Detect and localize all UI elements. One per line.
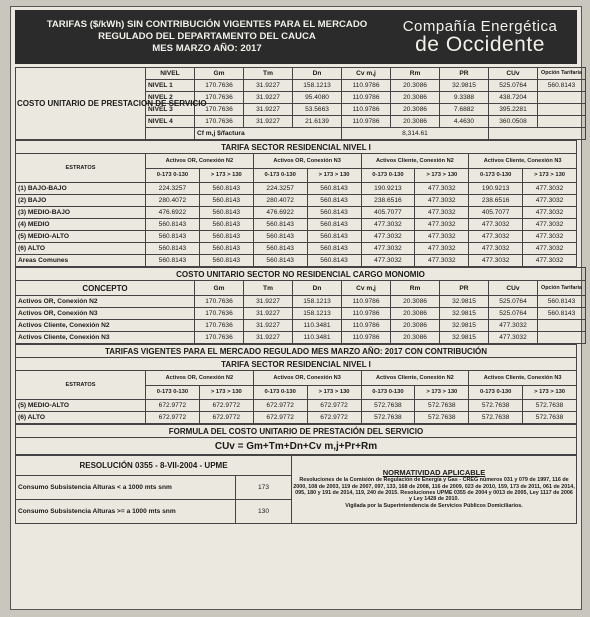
group-header: Activos Cliente, Conexión N3 [469,154,577,169]
table-cell: 110.9786 [342,332,391,344]
cu-header: Cv m,j [342,68,391,80]
table-cell: 560.8143 [199,183,253,195]
range-header: > 173 > 130 [307,386,361,400]
contribution-caption: TARIFAS VIGENTES PARA EL MERCADO REGULADO MES MARZO AÑO: 2017 CON CONTRIBUCIÓN [16,345,577,358]
table-cell: 360.0508 [489,116,538,128]
table-cell: 110.9786 [342,296,391,308]
table-cell: 110.9786 [342,308,391,320]
range-header: > 173 > 130 [199,386,253,400]
table-cell: 560.8143 [538,296,586,308]
table-cell: 477.3032 [523,219,577,231]
table-cell: 560.8143 [307,255,361,267]
cu-header: CUv [489,68,538,80]
cu-header: Gm [195,68,244,80]
row-label: NIVEL 4 [146,116,195,128]
row-label: Activos Cliente, Conexión N2 [16,320,195,332]
table-cell: 560.8143 [146,243,200,255]
table-cell [489,128,586,140]
table-cell: 438.7204 [489,92,538,104]
logo-line-1: Compañía Energética [402,18,558,35]
table-row [16,183,577,195]
nores-header: PR [440,281,489,296]
table-cell: 560.8143 [199,207,253,219]
row-label: NIVEL 1 [146,80,195,92]
nores-header: Opción Tarifaria [538,281,586,296]
table-cell: 31.9227 [244,308,293,320]
range-header: > 173 > 130 [415,386,469,400]
table-cell: 560.8143 [538,308,586,320]
table-cell: 20.3086 [391,92,440,104]
group-header: Activos OR, Conexión N3 [253,154,361,169]
section-title-row [16,141,577,154]
row-label: (3) MEDIO-BAJO [16,207,146,219]
table-cell: 672.9772 [307,412,361,424]
table-cell: 477.3032 [415,255,469,267]
table-cell: 20.3086 [391,308,440,320]
cu-header: Dn [293,68,342,80]
table-cell: 20.3086 [391,104,440,116]
table-cell: 477.3032 [489,320,538,332]
range-header: > 173 > 130 [523,169,577,183]
table-cell: 20.3086 [391,320,440,332]
nores-header: Tm [244,281,293,296]
range-header: 0-173 0-130 [146,169,200,183]
row-label: Consumo Subsistencia Alturas < a 1000 mts snm [16,476,236,500]
table-cell: 32.9815 [440,80,489,92]
table-cell: 170.7636 [195,104,244,116]
table-cell: 560.8143 [146,231,200,243]
row-label: Activos Cliente, Conexión N3 [16,332,195,344]
title-line-3: MES MARZO AÑO: 2017 [152,43,262,54]
row-label: Consumo Subsistencia Alturas >= a 1000 mts snm [16,500,236,524]
table-cell: 477.3032 [489,332,538,344]
table-cell: 672.9772 [199,400,253,412]
cu-header: Rm [391,68,440,80]
row-label: Activos OR, Conexión N3 [16,308,195,320]
table-cell: 20.3086 [391,116,440,128]
regulation-notes [292,456,577,524]
table-cell: 572.7638 [469,412,523,424]
title-line-1: TARIFAS ($/kWh) SIN CONTRIBUCIÓN VIGENTES PARA EL MERCADO [46,19,368,30]
table-cell: 32.9815 [440,308,489,320]
table-cell: 238.6516 [361,195,415,207]
table-cell: 158.1213 [293,296,342,308]
table-cell: 525.0764 [489,296,538,308]
title-line-2: REGULADO DEL DEPARTAMENTO DEL CAUCA [98,31,316,42]
row-label: Areas Comunes [16,255,146,267]
table-row [16,231,577,243]
table-cell: 560.8143 [307,231,361,243]
cf-value: 8,314.61 [342,128,489,140]
table-cell: 560.8143 [253,243,307,255]
table-cell: 31.9227 [244,116,293,128]
range-header: 0-173 0-130 [361,169,415,183]
table-cell: 31.9227 [244,296,293,308]
table-cell: 477.3032 [415,183,469,195]
nores-header-row [16,281,586,296]
table-cell: 170.7636 [195,92,244,104]
table-cell: 477.3032 [523,183,577,195]
table-cell: 158.1213 [293,308,342,320]
table-cell: 560.8143 [199,243,253,255]
contribution-table [15,344,577,424]
row-label: NIVEL 2 [146,92,195,104]
regulation-note: Vigilada por la Superintendencia de Servicios Públicos Domiciliarios. [345,502,523,509]
formula-table [15,424,577,455]
table-cell: 560.8143 [199,195,253,207]
logo-line-2: de Occidente [415,33,545,56]
table-row [16,219,577,231]
table-cell: 395.2281 [489,104,538,116]
cu-header: NIVEL [146,68,195,80]
table-cell: 110.3481 [293,320,342,332]
range-header: 0-173 0-130 [253,386,307,400]
regulation-text: Resoluciones de la Comisión de Regulación de Energía y Gas - CREG números 031 y 079 de 1997, 116 de 2000, 108 de 2003, 119 de 2007, 097, 133, 168 de 2008, 116 de 2009, 023 de 2010, 159, 173 de 2011, 061 de 2014, 095, 180 y 191 de 2014, 119, 240 de 2015. Resoluciones UPME 0355 de 2004 y 0013 de 2005, Ley 1117 de 2006 y Ley 1428 de 2010. [293,477,575,503]
table-cell: 158.1213 [293,80,342,92]
table-cell: 20.3086 [391,332,440,344]
table-cell: 477.3032 [469,255,523,267]
row-label: (6) ALTO [16,412,146,424]
table-cell: 560.8143 [199,219,253,231]
table-cell: 280.4072 [146,195,200,207]
table-row [16,243,577,255]
table-cell: 672.9772 [307,400,361,412]
table-cell: 477.3032 [523,207,577,219]
table-cell: 672.9772 [199,412,253,424]
table-cell [146,128,195,140]
table-row [16,320,586,332]
table-cell: 560.8143 [253,231,307,243]
row-label: (5) MEDIO-ALTO [16,400,146,412]
table-cell: 110.9786 [342,320,391,332]
table-cell: 560.8143 [538,80,586,92]
table-cell: 572.7638 [523,400,577,412]
table-cell: 170.7636 [195,80,244,92]
header-banner [15,10,577,64]
table-cell: 477.3032 [469,231,523,243]
table-cell: 560.8143 [307,219,361,231]
table-cell: 110.3481 [293,332,342,344]
estratos-label: ESTRATOS [16,371,146,400]
table-cell: 560.8143 [199,255,253,267]
table-cell: 477.3032 [361,243,415,255]
nores-header: CONCEPTO [16,281,195,296]
section-title: TARIFA SECTOR RESIDENCIAL NIVEL I [16,141,577,154]
row-label: (6) ALTO [16,243,146,255]
table-cell: 477.3032 [469,243,523,255]
section-title-row [16,358,577,371]
table-row [16,412,577,424]
table-cell: 170.7636 [195,332,244,344]
table-cell: 224.3257 [253,183,307,195]
row-label: (4) MEDIO [16,219,146,231]
table-cell: 20.3086 [391,80,440,92]
cu-header-row [16,68,586,80]
section-title-row [16,268,586,281]
table-cell: 572.7638 [361,400,415,412]
table-cell: 560.8143 [307,243,361,255]
table-cell: 110.9786 [342,92,391,104]
table-cell: 560.8143 [307,195,361,207]
table-cell: 560.8143 [307,207,361,219]
table-cell: 572.7638 [523,412,577,424]
table-cell: 477.3032 [361,255,415,267]
row-label: NIVEL 3 [146,104,195,116]
table-cell: 173 [236,476,292,500]
table-cell: 560.8143 [253,219,307,231]
table-cell: 405.7077 [361,207,415,219]
range-header: 0-173 0-130 [469,386,523,400]
table-cell: 20.3086 [391,296,440,308]
range-header: > 173 > 130 [415,169,469,183]
table-cell: 477.3032 [469,219,523,231]
table-cell: 170.7636 [195,296,244,308]
table-row [16,296,586,308]
table-cell: 477.3032 [361,231,415,243]
table-cell: 477.3032 [415,219,469,231]
table-cell: 32.9815 [440,296,489,308]
group-header: Activos Cliente, Conexión N2 [361,154,469,169]
table-cell: 170.7636 [195,116,244,128]
table-cell: 31.9227 [244,332,293,344]
section-title: COSTO UNITARIO SECTOR NO RESIDENCIAL CARGO MONOMIO [16,268,586,281]
caption-row [16,345,577,358]
cu-label: COSTO UNITARIO DE PRESTACION DE SERVICIO [16,68,146,140]
table-cell: 32.9815 [440,332,489,344]
table-cell: 224.3257 [146,183,200,195]
table-cell: 31.9227 [244,104,293,116]
table-cell: 672.9772 [146,400,200,412]
table-row [16,255,577,267]
row-label: (1) BAJO-BAJO [16,183,146,195]
table-cell: 477.3032 [523,243,577,255]
cu-header: Opción Tarifaria [538,68,586,80]
table-cell: 110.9786 [342,80,391,92]
sheet-title [23,19,391,55]
table-cell: 572.7638 [415,400,469,412]
cu-table [15,67,586,140]
table-cell: 477.3032 [523,195,577,207]
table-cell: 560.8143 [146,255,200,267]
cf-label: Cf m,j $/factura [195,128,342,140]
table-cell: 477.3032 [415,243,469,255]
table-cell: 476.6922 [253,207,307,219]
group-header: Activos OR, Conexión N3 [253,371,361,386]
table-cell: 477.3032 [415,231,469,243]
range-header: 0-173 0-130 [253,169,307,183]
range-header: > 173 > 130 [523,386,577,400]
table-cell: 190.9213 [469,183,523,195]
table-row [16,400,577,412]
table-cell: 572.7638 [469,400,523,412]
table-cell: 476.6922 [146,207,200,219]
group-header-row [16,154,577,169]
row-label: (2) BAJO [16,195,146,207]
table-cell: 32.9815 [440,320,489,332]
table-cell: 477.3032 [415,195,469,207]
formula-expression: CUv = Gm+Tm+Dn+Cv m,j+Pr+Rm [16,438,577,455]
group-header: Activos Cliente, Conexión N3 [469,371,577,386]
row-label: (5) MEDIO-ALTO [16,231,146,243]
table-cell: 672.9772 [146,412,200,424]
table-row [16,195,577,207]
table-cell [538,116,586,128]
table-cell: 525.0764 [489,80,538,92]
table-cell: 560.8143 [253,255,307,267]
footer-table [15,455,577,524]
estratos-label: ESTRATOS [16,154,146,183]
table-cell: 238.6516 [469,195,523,207]
table-cell: 477.3032 [361,219,415,231]
cu-header: PR [440,68,489,80]
range-header: > 173 > 130 [307,169,361,183]
table-cell: 560.8143 [199,231,253,243]
table-cell: 477.3032 [523,255,577,267]
table-cell: 170.7636 [195,308,244,320]
table-cell: 7.6882 [440,104,489,116]
footer-head-row [16,456,577,476]
group-header: Activos Cliente, Conexión N2 [361,371,469,386]
table-cell: 572.7638 [415,412,469,424]
non-residential-table [15,267,586,344]
residential-table [15,140,577,267]
table-cell [538,320,586,332]
group-header: Activos OR, Conexión N2 [146,371,254,386]
table-cell: 560.8143 [146,219,200,231]
range-header: 0-173 0-130 [469,169,523,183]
table-cell: 31.9227 [244,80,293,92]
table-cell: 4.4630 [440,116,489,128]
section-title: TARIFA SECTOR RESIDENCIAL NIVEL I [16,358,577,371]
table-cell: 280.4072 [253,195,307,207]
resolution-label: RESOLUCIÓN 0355 - 8-VII-2004 - UPME [16,456,292,476]
table-cell [538,104,586,116]
cu-header: Tm [244,68,293,80]
table-cell: 572.7638 [361,412,415,424]
nores-header: CUv [489,281,538,296]
group-header-row [16,371,577,386]
table-cell: 110.9786 [342,116,391,128]
table-cell: 477.3032 [523,231,577,243]
table-cell: 53.5663 [293,104,342,116]
table-cell: 170.7636 [195,320,244,332]
table-row [16,207,577,219]
nores-header: Dn [293,281,342,296]
nores-header: Cv m,j [342,281,391,296]
table-cell: 110.9786 [342,104,391,116]
group-header: Activos OR, Conexión N2 [146,154,254,169]
table-cell: 560.8143 [307,183,361,195]
company-logo [391,19,569,55]
tariff-sheet [10,6,582,610]
table-row [16,308,586,320]
table-cell [538,92,586,104]
table-cell [538,332,586,344]
table-cell: 672.9772 [253,400,307,412]
table-cell: 95.4080 [293,92,342,104]
table-cell: 525.0764 [489,308,538,320]
table-cell: 9.3388 [440,92,489,104]
regulation-title: NORMATIVIDAD APLICABLE [382,467,486,477]
nores-header: Rm [391,281,440,296]
range-header: 0-173 0-130 [146,386,200,400]
table-cell: 477.3032 [415,207,469,219]
table-cell: 21.6139 [293,116,342,128]
table-row [16,332,586,344]
formula-title: FORMULA DEL COSTO UNITARIO DE PRESTACIÓN DEL SERVICIO [16,425,577,438]
table-cell: 130 [236,500,292,524]
range-header: > 173 > 130 [199,169,253,183]
range-header: 0-173 0-130 [361,386,415,400]
table-cell: 405.7077 [469,207,523,219]
table-cell: 190.9213 [361,183,415,195]
table-cell: 31.9227 [244,320,293,332]
nores-header: Gm [195,281,244,296]
table-cell: 672.9772 [253,412,307,424]
row-label: Activos OR, Conexión N2 [16,296,195,308]
table-cell: 31.9227 [244,92,293,104]
